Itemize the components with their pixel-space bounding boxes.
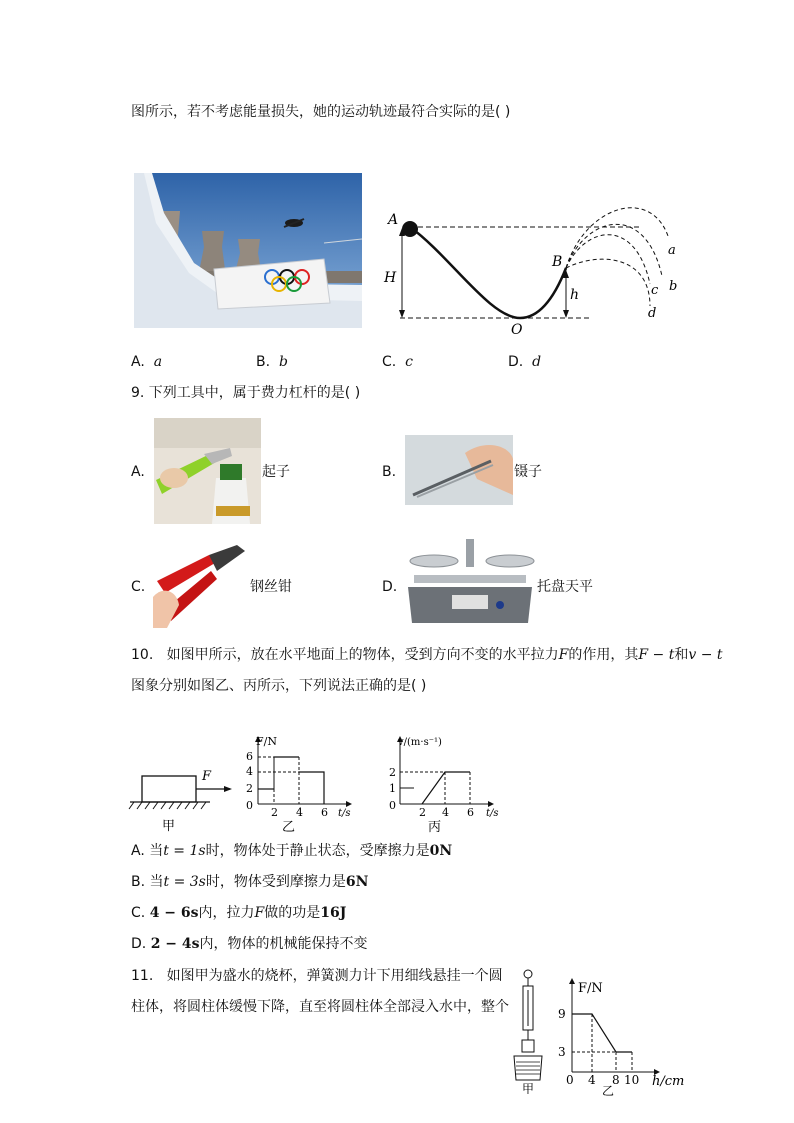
yi-ytick-2: 2 xyxy=(246,782,253,795)
q10-fig-yi xyxy=(236,730,360,834)
label-c: c xyxy=(651,283,659,298)
q11-fig-jia xyxy=(508,964,552,1094)
yi-ylabel: F/N xyxy=(256,735,277,748)
bing-xlabel: t/s xyxy=(486,808,499,819)
q8-stem: 图所示，若不考虑能量损失，她的运动轨迹最符合实际的是( ) xyxy=(131,104,511,120)
q11-xlabel: h/cm xyxy=(652,1074,685,1089)
label-b: b xyxy=(669,279,678,294)
bing-ytick-1: 1 xyxy=(389,782,396,795)
bing-xtick-6: 6 xyxy=(467,806,474,819)
q11-ytick-9: 9 xyxy=(558,1007,566,1021)
yi-xtick-2: 2 xyxy=(271,806,278,819)
bing-ytick-0: 0 xyxy=(389,799,396,812)
q9-stem: 9. 下列工具中，属于费力杠杆的是( ) xyxy=(131,385,361,401)
caption-bing: 丙 xyxy=(428,820,442,834)
q8-option-a[interactable]: A. a xyxy=(131,354,163,370)
q9-option-b-letter[interactable]: B. xyxy=(382,464,397,480)
bing-ylabel: v/(m·s⁻¹) xyxy=(398,737,442,748)
yi-xtick-6: 6 xyxy=(321,806,328,819)
tweezers-photo xyxy=(405,435,513,505)
q9-option-a-letter[interactable]: A. xyxy=(131,464,145,480)
q10-option-d[interactable]: D. 2 − 4s内，物体的机械能保持不变 xyxy=(131,936,368,952)
label-O: O xyxy=(511,322,523,338)
label-h: h xyxy=(570,287,580,303)
yi-ytick-6: 6 xyxy=(246,750,253,763)
q11-fig-yi xyxy=(554,972,694,1096)
q11-line2: 柱体，将圆柱体缓慢下降，直至将圆柱体全部浸入水中，整个 xyxy=(131,999,509,1015)
q10-fig-jia xyxy=(126,760,236,834)
caption-jia: 甲 xyxy=(162,819,176,834)
q11-line1: 11. 如图甲为盛水的烧杯，弹簧测力计下用细线悬挂一个圆 xyxy=(131,968,503,984)
caption-yi: 乙 xyxy=(282,820,296,834)
bing-ytick-2: 2 xyxy=(389,766,396,779)
q8-option-c[interactable]: C. c xyxy=(382,354,413,370)
pliers-photo xyxy=(153,541,250,628)
yi-ytick-4: 4 xyxy=(246,765,253,778)
trajectory-diagram xyxy=(380,196,700,340)
q8-option-b[interactable]: B. b xyxy=(256,354,288,370)
q11-xtick-8: 8 xyxy=(612,1073,620,1087)
label-H: H xyxy=(384,270,397,286)
q9-option-d-letter[interactable]: D. xyxy=(382,579,398,595)
q10-stem-line2: 图象分别如图乙、丙所示，下列说法正确的是( ) xyxy=(131,678,427,694)
q9-option-c-label: 钢丝钳 xyxy=(250,579,292,595)
label-B: B xyxy=(552,254,563,270)
q8-option-d[interactable]: D. d xyxy=(508,354,542,370)
caption-q11-jia: 甲 xyxy=(522,1082,535,1094)
q9-option-c-letter[interactable]: C. xyxy=(131,579,146,595)
yi-xtick-4: 4 xyxy=(296,806,303,819)
q11-xtick-4: 4 xyxy=(588,1073,596,1087)
q10-option-a[interactable]: A. 当t = 1s时，物体处于静止状态，受摩擦力是0N xyxy=(131,843,453,859)
bottle-opener-photo xyxy=(154,418,261,524)
label-A: A xyxy=(388,212,399,228)
q11-yi-ylabel: F/N xyxy=(578,981,603,996)
bing-xtick-2: 2 xyxy=(419,806,426,819)
caption-q11-yi: 乙 xyxy=(602,1084,615,1096)
q10-stem-line1: 10. 如图甲所示，放在水平地面上的物体，受到方向不变的水平拉力F的作用，其F − t和v − t xyxy=(131,647,723,663)
q10-option-b[interactable]: B. 当t = 3s时，物体受到摩擦力是6N xyxy=(131,874,369,890)
yi-xlabel: t/s xyxy=(338,808,351,819)
q11-xtick-10: 10 xyxy=(624,1073,640,1087)
q10-option-c[interactable]: C. 4 − 6s内，拉力F做的功是16J xyxy=(131,905,347,921)
q11-xtick-0: 0 xyxy=(566,1073,574,1087)
force-label: F xyxy=(202,769,212,784)
bing-xtick-4: 4 xyxy=(442,806,449,819)
q10-fig-bing xyxy=(384,730,508,834)
q9-option-d-label: 托盘天平 xyxy=(537,579,593,595)
balance-photo xyxy=(404,535,536,630)
yi-ytick-0: 0 xyxy=(246,799,253,812)
q9-option-b-label: 镊子 xyxy=(514,464,542,480)
label-a: a xyxy=(668,243,676,258)
q11-ytick-3: 3 xyxy=(558,1045,566,1059)
q9-option-a-label: 起子 xyxy=(262,464,290,480)
ski-jump-photo xyxy=(134,173,362,328)
label-d: d xyxy=(648,306,657,321)
